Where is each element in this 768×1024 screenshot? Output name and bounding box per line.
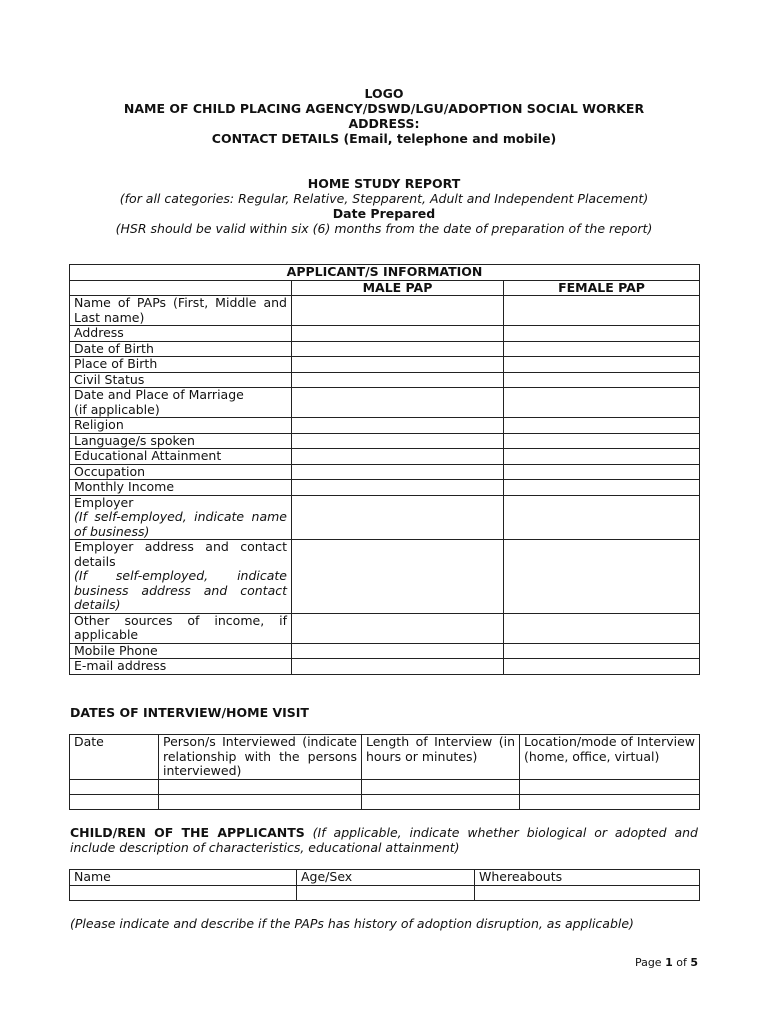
applicant-row [70, 418, 700, 434]
interview-cell[interactable] [70, 794, 159, 809]
row-label-note: (If self-employed, indicate name of business) [74, 509, 287, 539]
children-col-age-sex: Age/Sex [297, 870, 475, 886]
applicant-row-label [70, 341, 292, 357]
applicant-row [70, 388, 700, 418]
male-pap-cell[interactable] [292, 495, 504, 540]
female-pap-cell[interactable] [504, 540, 700, 614]
children-section [70, 825, 698, 855]
applicant-row-label [70, 418, 292, 434]
row-label-note: (If self-employed, indicate business address and contact details) [74, 568, 287, 612]
page-number [635, 956, 698, 969]
applicant-info-table [69, 264, 700, 675]
applicant-row [70, 326, 700, 342]
report-validity-note: (HSR should be valid within six (6) months from the date of preparation of the report) [115, 221, 653, 236]
applicant-row-label [70, 388, 292, 418]
interview-table [69, 734, 700, 810]
row-label-text: Religion [74, 417, 124, 432]
report-heading [0, 176, 768, 236]
page-word: Page [634, 956, 666, 969]
male-pap-cell[interactable] [292, 613, 504, 643]
interview-col-length: Length of Interview (in hours or minutes) [362, 735, 520, 780]
row-label-note: (if applicable) [74, 401, 160, 417]
applicant-row [70, 613, 700, 643]
male-pap-cell[interactable] [292, 433, 504, 449]
interview-col-persons: Person/s Interviewed (indicate relationship with the persons interviewed) [159, 735, 362, 780]
applicant-row [70, 357, 700, 373]
applicant-row [70, 433, 700, 449]
applicant-row-label [70, 357, 292, 373]
row-label-text: Civil Status [74, 371, 145, 387]
interview-section-title: DATES OF INTERVIEW/HOME VISIT [70, 705, 309, 720]
interview-cell[interactable] [362, 779, 520, 794]
female-pap-cell[interactable] [504, 341, 700, 357]
interview-cell[interactable] [159, 779, 362, 794]
female-pap-cell[interactable] [504, 495, 700, 540]
male-pap-cell[interactable] [292, 357, 504, 373]
row-label-text: Employer [74, 494, 134, 510]
applicant-row-label [70, 613, 292, 643]
male-pap-cell[interactable] [292, 540, 504, 614]
applicant-row-label [70, 326, 292, 342]
children-section-desc: (If applicable, indicate whether biological or adopted and include description of characteristics, educational attainment) [70, 825, 698, 855]
female-pap-cell[interactable] [504, 388, 700, 418]
report-categories: (for all categories: Regular, Relative, Stepparent, Adult and Independent Placement) [119, 191, 649, 206]
female-pap-cell[interactable] [504, 357, 700, 373]
interview-cell[interactable] [159, 794, 362, 809]
applicant-row [70, 495, 700, 540]
row-label-text: Mobile Phone [74, 642, 158, 658]
applicant-row [70, 464, 700, 480]
applicant-row-label [70, 643, 292, 659]
interview-cell[interactable] [520, 779, 700, 794]
children-cell[interactable] [475, 885, 700, 900]
row-label-text: Date of Birth [74, 340, 154, 356]
male-pap-cell[interactable] [292, 326, 504, 342]
interview-col-date: Date [70, 735, 159, 780]
applicant-row [70, 296, 700, 326]
male-pap-cell[interactable] [292, 296, 504, 326]
page-total: 5 [690, 956, 698, 969]
male-pap-cell[interactable] [292, 372, 504, 388]
applicant-row [70, 341, 700, 357]
applicant-row-label [70, 433, 292, 449]
applicant-row-label [70, 495, 292, 540]
col-female-pap: FEMALE PAP [504, 280, 700, 296]
row-label-text: Date and Place of Marriage [74, 387, 244, 402]
applicant-row-label [70, 480, 292, 496]
contact-details [0, 131, 768, 146]
applicant-row-label [70, 464, 292, 480]
female-pap-cell[interactable] [504, 433, 700, 449]
interview-cell[interactable] [362, 794, 520, 809]
applicant-row-label [70, 449, 292, 465]
male-pap-cell[interactable] [292, 659, 504, 675]
row-label-text: Address [74, 325, 124, 340]
male-pap-cell[interactable] [292, 341, 504, 357]
male-pap-cell[interactable] [292, 643, 504, 659]
female-pap-cell[interactable] [504, 659, 700, 675]
row-label-text: Place of Birth [74, 356, 158, 371]
male-pap-cell[interactable] [292, 388, 504, 418]
contact-details-hint: (Email, telephone and mobile) [339, 131, 557, 146]
page-current: 1 [665, 956, 673, 969]
applicant-row-label [70, 296, 292, 326]
female-pap-cell[interactable] [504, 296, 700, 326]
report-title: HOME STUDY REPORT [307, 176, 461, 191]
children-col-name: Name [70, 870, 297, 886]
female-pap-cell[interactable] [504, 418, 700, 434]
children-col-whereabouts: Whereabouts [475, 870, 700, 886]
interview-col-location: Location/mode of Interview (home, office, virtual) [520, 735, 700, 780]
applicant-row [70, 449, 700, 465]
row-label-text: Occupation [74, 463, 146, 479]
contact-details-label: CONTACT DETAILS [211, 131, 340, 146]
row-label-text: E-mail address [74, 658, 167, 673]
row-label-text: Language/s spoken [74, 432, 195, 448]
applicant-table-title: APPLICANT/S INFORMATION [70, 265, 700, 281]
applicant-row [70, 480, 700, 496]
agency-name: NAME OF CHILD PLACING AGENCY/DSWD/LGU/ADOPTION SOCIAL WORKER [123, 101, 645, 116]
col-male-pap: MALE PAP [292, 280, 504, 296]
applicant-row [70, 372, 700, 388]
row-label-text: Other sources of income, if applicable [74, 612, 287, 642]
children-cell[interactable] [70, 885, 297, 900]
date-prepared-label: Date Prepared [332, 206, 436, 221]
children-cell[interactable] [297, 885, 475, 900]
female-pap-cell[interactable] [504, 464, 700, 480]
logo-placeholder: LOGO [364, 86, 404, 101]
male-pap-cell[interactable] [292, 449, 504, 465]
applicant-row-label [70, 659, 292, 675]
female-pap-cell[interactable] [504, 326, 700, 342]
applicant-row [70, 643, 700, 659]
applicant-rows [70, 296, 700, 675]
disruption-note: (Please indicate and describe if the PAPs has history of adoption disruption, as applicable) [70, 916, 634, 931]
female-pap-cell[interactable] [504, 372, 700, 388]
interview-cell[interactable] [520, 794, 700, 809]
female-pap-cell[interactable] [504, 449, 700, 465]
row-label-text: Name of PAPs (First, Middle and Last name) [74, 295, 287, 325]
applicant-row [70, 659, 700, 675]
children-section-title: CHILD/REN OF THE APPLICANTS [70, 825, 305, 840]
applicant-row-label [70, 540, 292, 614]
interview-cell[interactable] [70, 779, 159, 794]
header-blank-cell [70, 280, 292, 296]
male-pap-cell[interactable] [292, 418, 504, 434]
page-of-word: of [672, 956, 691, 969]
row-label-text: Employer address and contact details [74, 539, 287, 569]
female-pap-cell[interactable] [504, 480, 700, 496]
male-pap-cell[interactable] [292, 480, 504, 496]
applicant-row-label [70, 372, 292, 388]
address-label: ADDRESS: [348, 116, 420, 131]
row-label-text: Monthly Income [74, 479, 175, 494]
female-pap-cell[interactable] [504, 613, 700, 643]
applicant-row [70, 540, 700, 614]
row-label-text: Educational Attainment [74, 448, 222, 463]
male-pap-cell[interactable] [292, 464, 504, 480]
document-header [0, 86, 768, 146]
children-table [69, 869, 700, 901]
female-pap-cell[interactable] [504, 643, 700, 659]
